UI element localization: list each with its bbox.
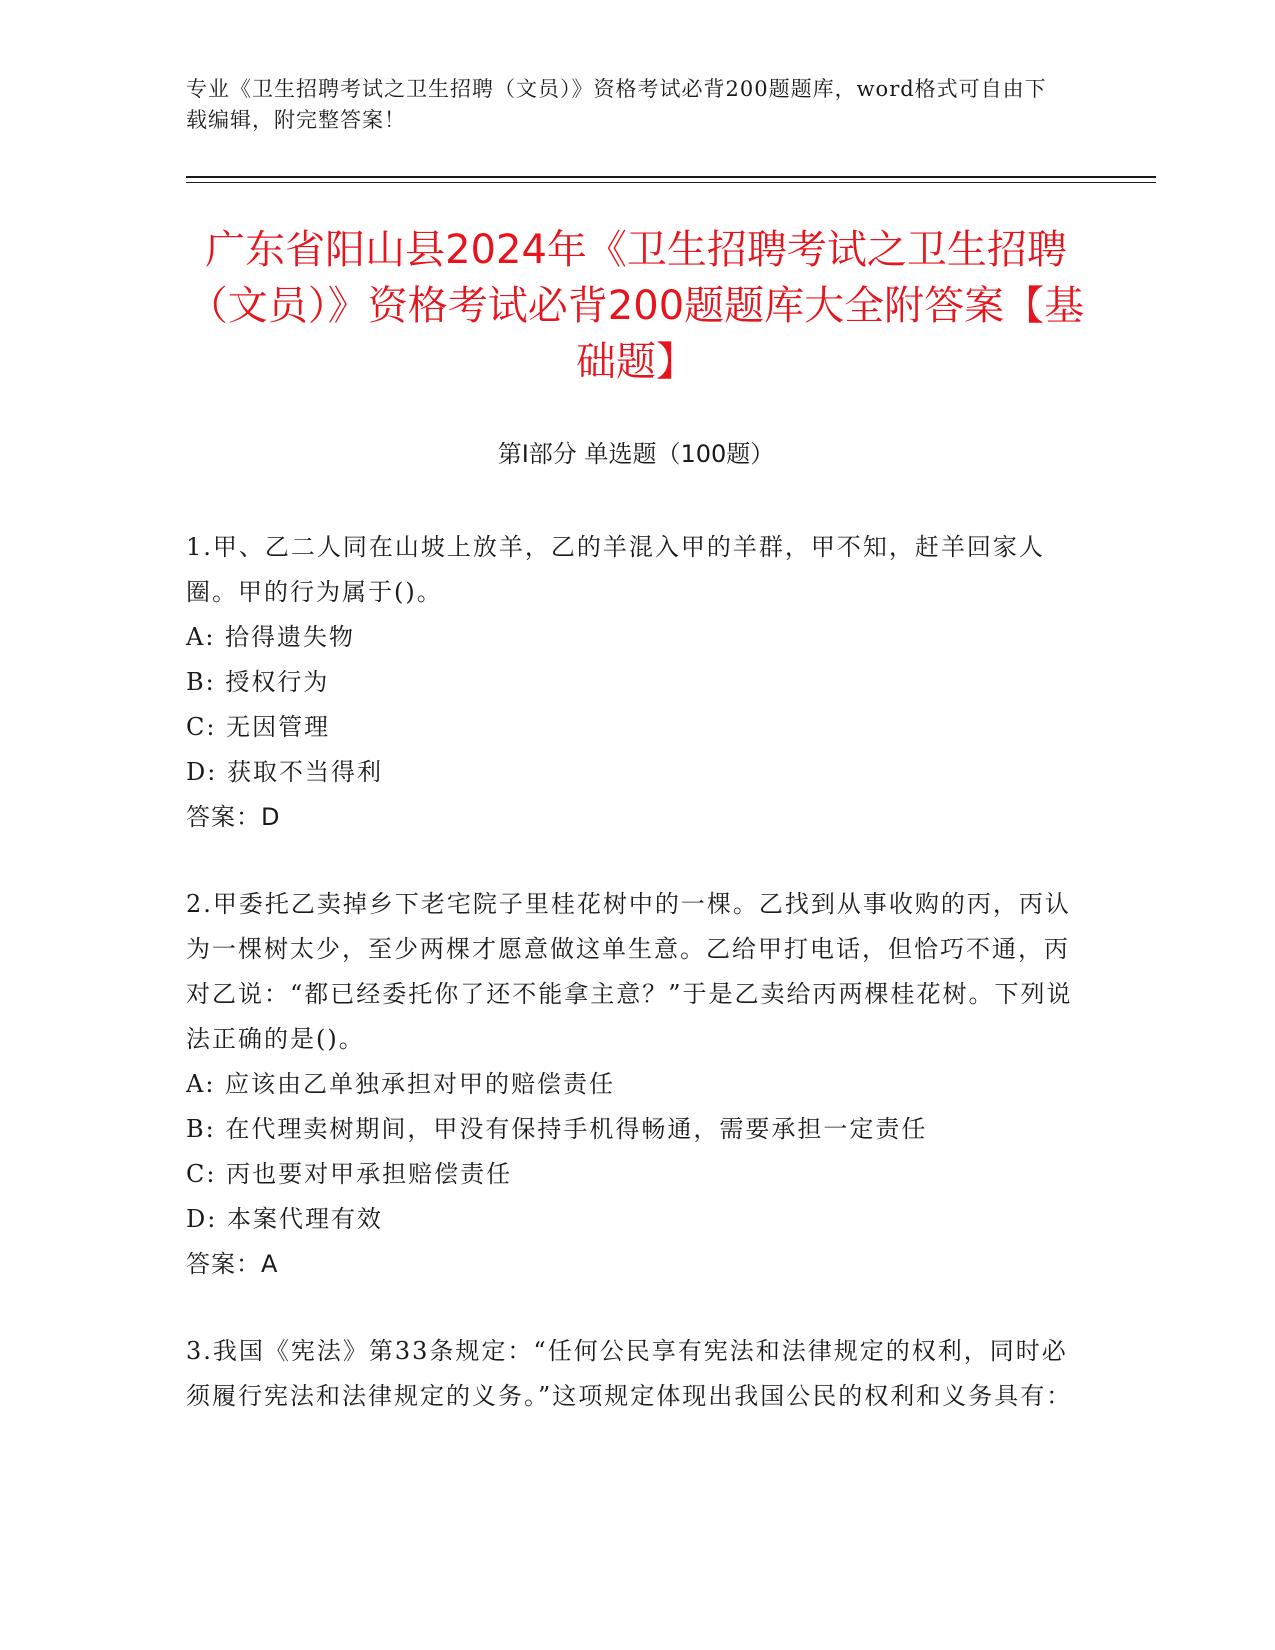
question-list <box>186 525 1086 1461</box>
question-3 <box>186 1329 1086 1419</box>
section-title: 第Ⅰ部分 单选题（100题） <box>497 440 775 468</box>
question-stem: 1.甲、乙二人同在山坡上放羊，乙的羊混入甲的羊群，甲不知，赶羊回家人圈。甲的行为属于()。 <box>186 533 1045 606</box>
option-b: B: 在代理卖树期间，甲没有保持手机得畅通，需要承担一定责任 <box>186 1115 928 1143</box>
question-1 <box>186 525 1086 840</box>
question-stem: 3.我国《宪法》第33条规定：“任何公民享有宪法和法律规定的权利，同时必须履行宪法和法律规定的义务。”这项规定体现出我国公民的权利和义务具有： <box>186 1337 1073 1410</box>
option-a: A: 拾得遗失物 <box>186 623 356 651</box>
option-b: B: 授权行为 <box>186 668 330 696</box>
header-divider-thin <box>186 182 1156 183</box>
option-d: D: 获取不当得利 <box>186 758 383 786</box>
header-note: 专业《卫生招聘考试之卫生招聘（文员）》资格考试必背200题题库，word格式可自由下载编辑，附完整答案！ <box>186 77 1047 132</box>
option-d: D: 本案代理有效 <box>186 1205 383 1233</box>
option-c: C: 丙也要对甲承担赔偿责任 <box>186 1160 513 1188</box>
option-c: C: 无因管理 <box>186 713 331 741</box>
question-stem: 2.甲委托乙卖掉乡下老宅院子里桂花树中的一棵。乙找到从事收购的丙，丙认为一棵树太少，至少两棵才愿意做这单生意。乙给甲打电话，但恰巧不通，丙对乙说：“都已经委托你了还不能拿主意？”于是乙卖给丙两棵桂花树。下列说法正确的是()。 <box>186 890 1073 1053</box>
question-2 <box>186 882 1086 1287</box>
document-title: 广东省阳山县2024年《卫生招聘考试之卫生招聘（文员）》资格考试必背200题题库大全附答案【基础题】 <box>187 227 1085 385</box>
answer: 答案：D <box>186 803 281 831</box>
option-a: A: 应该由乙单独承担对甲的赔偿责任 <box>186 1070 616 1098</box>
answer: 答案：A <box>186 1250 279 1278</box>
header-divider-thick <box>186 176 1156 178</box>
